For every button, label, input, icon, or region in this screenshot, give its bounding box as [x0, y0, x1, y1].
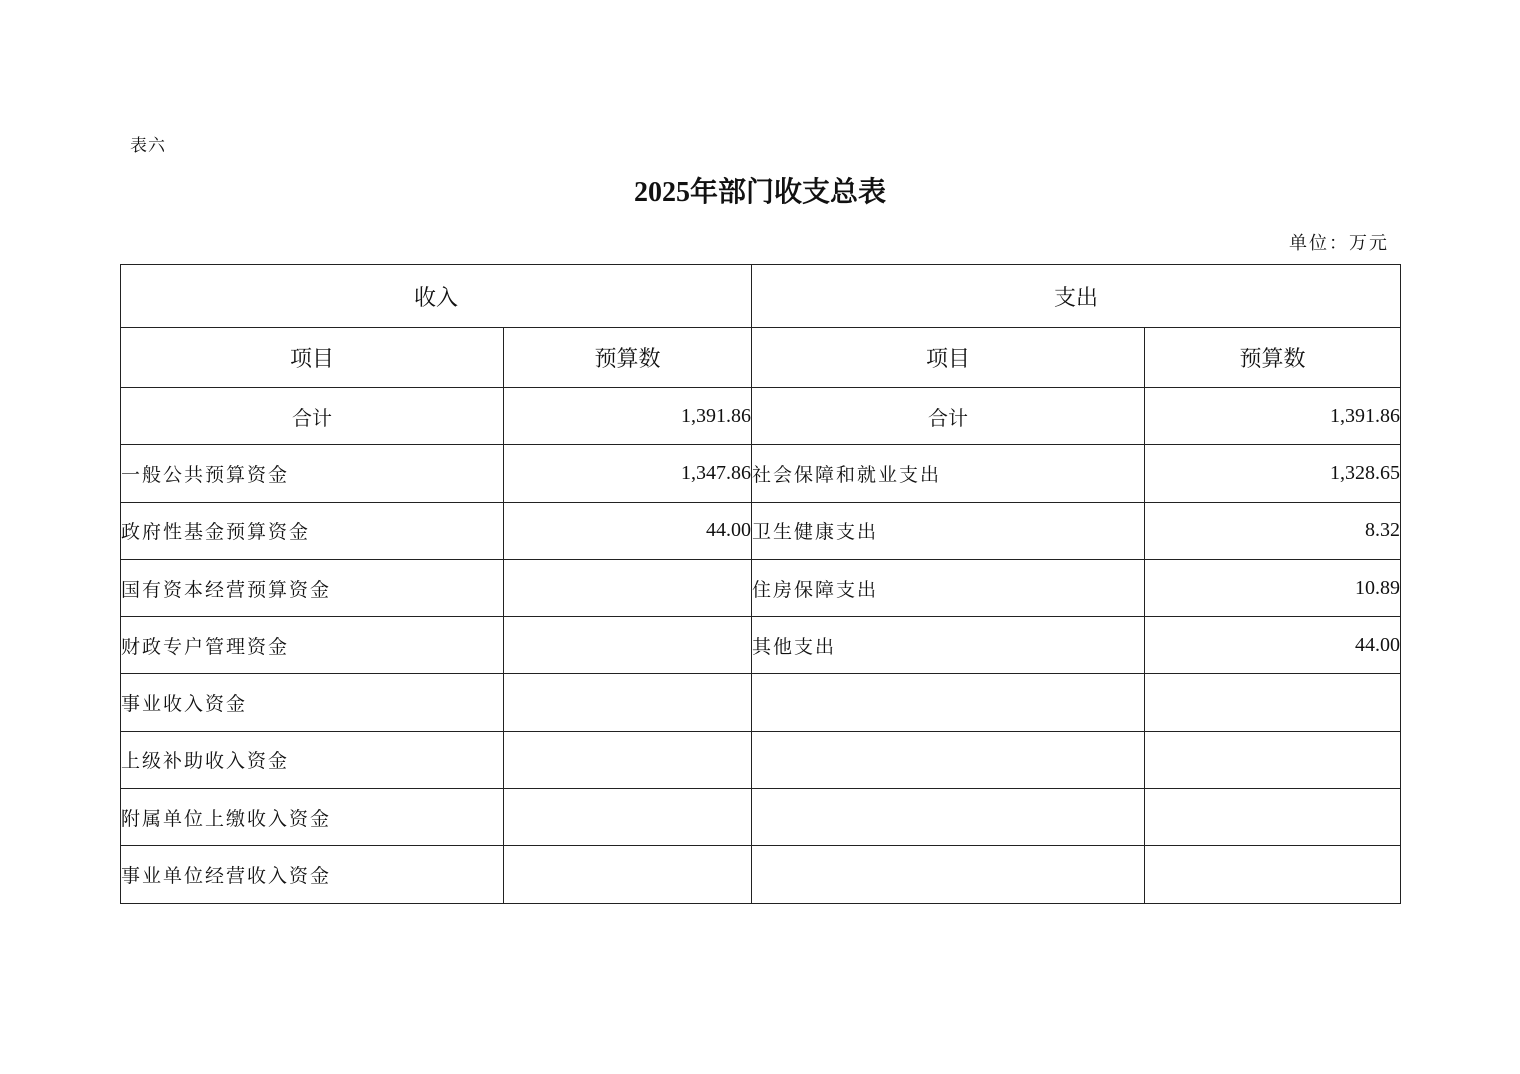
table-row [121, 559, 1401, 616]
table-row [121, 502, 1401, 559]
expense-value-cell: 1,328.65 [1145, 445, 1401, 502]
income-total-label: 合计 [121, 388, 504, 445]
expense-total-value: 1,391.86 [1145, 388, 1401, 445]
income-item-cell: 一般公共预算资金 [121, 445, 504, 502]
expense-value-cell: 44.00 [1145, 617, 1401, 674]
income-item-cell: 附属单位上缴收入资金 [121, 789, 504, 846]
group-header-row [121, 265, 1401, 328]
income-item-cell: 事业单位经营收入资金 [121, 846, 504, 903]
table-number-label: 表六 [130, 136, 166, 156]
income-value-cell [504, 731, 752, 788]
income-value-cell: 44.00 [504, 502, 752, 559]
expense-total-label: 合计 [752, 388, 1145, 445]
income-group-header: 收入 [121, 265, 752, 328]
income-item-header: 项目 [121, 328, 504, 388]
income-total-value: 1,391.86 [504, 388, 752, 445]
income-item-cell: 财政专户管理资金 [121, 617, 504, 674]
expense-item-cell: 住房保障支出 [752, 559, 1145, 616]
expense-budget-header: 预算数 [1145, 328, 1401, 388]
expense-item-cell [752, 731, 1145, 788]
expense-value-cell [1145, 789, 1401, 846]
table-row [121, 674, 1401, 731]
table-row [121, 846, 1401, 903]
expense-item-cell: 社会保障和就业支出 [752, 445, 1145, 502]
table-row [121, 731, 1401, 788]
expense-value-cell: 8.32 [1145, 502, 1401, 559]
income-budget-header: 预算数 [504, 328, 752, 388]
expense-value-cell [1145, 731, 1401, 788]
income-item-cell: 政府性基金预算资金 [121, 502, 504, 559]
income-item-cell: 上级补助收入资金 [121, 731, 504, 788]
income-value-cell [504, 617, 752, 674]
expense-item-cell [752, 674, 1145, 731]
total-row [121, 388, 1401, 445]
income-item-cell: 国有资本经营预算资金 [121, 559, 504, 616]
income-item-cell: 事业收入资金 [121, 674, 504, 731]
income-value-cell [504, 674, 752, 731]
income-value-cell: 1,347.86 [504, 445, 752, 502]
expense-item-cell [752, 789, 1145, 846]
expense-item-header: 项目 [752, 328, 1145, 388]
column-header-row [121, 328, 1401, 388]
expense-value-cell [1145, 846, 1401, 903]
table-row [121, 789, 1401, 846]
expense-item-cell: 卫生健康支出 [752, 502, 1145, 559]
expense-item-cell: 其他支出 [752, 617, 1145, 674]
table-row [121, 617, 1401, 674]
expense-item-cell [752, 846, 1145, 903]
budget-table [120, 264, 1401, 904]
income-value-cell [504, 846, 752, 903]
income-value-cell [504, 789, 752, 846]
unit-label: 单位：万元 [1289, 233, 1389, 254]
income-value-cell [504, 559, 752, 616]
expense-value-cell: 10.89 [1145, 559, 1401, 616]
table-row [121, 445, 1401, 502]
expense-group-header: 支出 [752, 265, 1401, 328]
expense-value-cell [1145, 674, 1401, 731]
page-title: 2025年部门收支总表 [633, 177, 886, 208]
